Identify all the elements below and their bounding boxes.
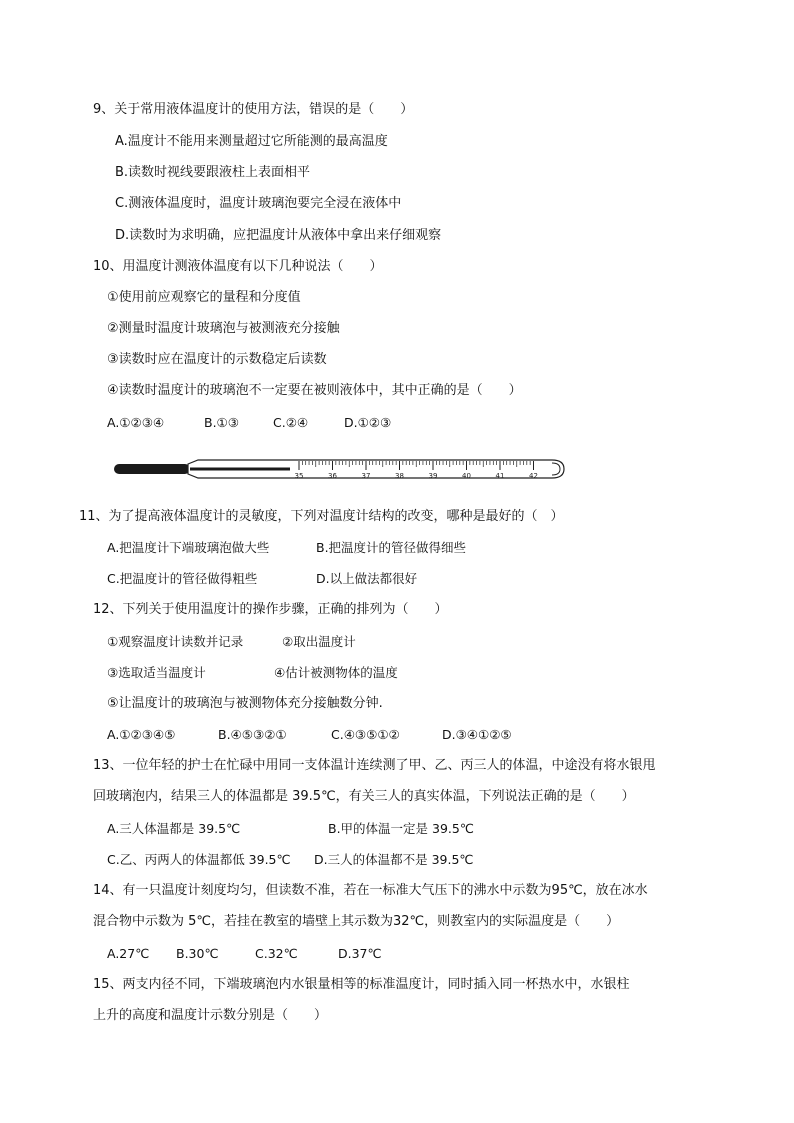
q10-options [107, 415, 507, 431]
q12-step-2: ②取出温度计 [282, 634, 356, 649]
q14-option-b: B.30℃ [176, 946, 219, 961]
q11-option-a: A.把温度计下端玻璃泡做大些 [107, 540, 270, 555]
q9-option-b: B.读数时视线要跟液柱上表面相平 [115, 165, 311, 180]
q9-option-c: C.测液体温度时，温度计玻璃泡要完全浸在液体中 [115, 196, 402, 211]
q12-steps-row1 [107, 634, 507, 650]
q13-option-a: A.三人体温都是 39.5℃ [107, 821, 241, 836]
thermometer-tick-label: 41 [495, 472, 505, 480]
q12-option-c: C.④③⑤①② [331, 727, 400, 742]
q12-option-a: A.①②③④⑤ [107, 727, 176, 742]
thermometer-tick-label: 35 [294, 472, 304, 480]
q11-stem: 11、为了提高液体温度计的灵敏度，下列对温度计结构的改变，哪种是最好的（ ） [79, 509, 564, 524]
q10-statement-1: ①使用前应观察它的量程和分度值 [107, 290, 301, 305]
q10-stem: 10、用温度计测液体温度有以下几种说法（ ） [93, 259, 383, 274]
q14-options [107, 946, 507, 962]
q12-steps-row2 [107, 665, 507, 681]
q12-option-b: B.④⑤③②① [218, 727, 287, 742]
q12-step-1: ①观察温度计读数并记录 [107, 634, 244, 649]
thermometer-figure [114, 455, 568, 483]
q9-option-a: A.温度计不能用来测量超过它所能测的最高温度 [115, 134, 388, 149]
q11-options-row2 [107, 571, 607, 587]
q14-option-a: A.27℃ [107, 946, 150, 961]
q14-option-c: C.32℃ [255, 946, 298, 961]
q13-option-d: D.三人的体温都不是 39.5℃ [314, 852, 474, 867]
q13-options-row2 [107, 852, 607, 868]
thermometer-tick-label: 36 [328, 472, 337, 480]
q9-option-d: D.读数时为求明确，应把温度计从液体中拿出来仔细观察 [115, 228, 442, 243]
thermometer-mercury-column [190, 468, 290, 471]
q12-option-d: D.③④①②⑤ [442, 727, 512, 742]
q13-option-b: B.甲的体温一定是 39.5℃ [328, 821, 474, 836]
q13-option-c: C.乙、丙两人的体温都低 39.5℃ [107, 852, 291, 867]
thermometer-tick-label: 39 [428, 472, 438, 480]
q15-stem-line2: 上升的高度和温度计示数分别是（ ） [93, 1008, 328, 1023]
thermometer-tick-label: 38 [395, 472, 404, 480]
q10-statement-2: ②测量时温度计玻璃泡与被测液充分接触 [107, 321, 340, 336]
q10-option-a: A.①②③④ [107, 415, 165, 430]
q14-stem-line2: 混合物中示数为 5℃，若挂在教室的墙壁上其示数为32℃，则教室内的实际温度是（ ） [93, 914, 620, 929]
q12-stem: 12、下列关于使用温度计的操作步骤，正确的排列为（ ） [93, 602, 448, 617]
q12-options [107, 727, 587, 743]
thermometer-tick-label: 40 [462, 472, 471, 480]
q11-options-row1 [107, 540, 607, 556]
q11-option-b: B.把温度计的管径做得细些 [316, 540, 467, 555]
q13-options-row1 [107, 821, 607, 837]
thermometer-bulb [114, 464, 190, 474]
q11-option-d: D.以上做法都很好 [316, 571, 418, 586]
thermometer-tick-label: 42 [529, 472, 538, 480]
q13-stem-line2: 回玻璃泡内，结果三人的体温都是 39.5℃，有关三人的真实体温，下列说法正确的是（ ） [93, 789, 635, 804]
q12-step-3: ③选取适当温度计 [107, 665, 206, 680]
q15-stem-line1: 15、两支内径不同，下端玻璃泡内水银量相等的标准温度计，同时插入同一杯热水中，水银柱 [93, 977, 630, 992]
q13-stem-line1: 13、一位年轻的护士在忙碌中用同一支体温计连续测了甲、乙、丙三人的体温，中途没有将水银甩 [93, 758, 656, 773]
q12-step-4: ④估计被测物体的温度 [274, 665, 398, 680]
q14-stem-line1: 14、有一只温度计刻度均匀，但读数不准，若在一标准大气压下的沸水中示数为95℃，放在冰水 [93, 883, 648, 898]
q12-step-5: ⑤让温度计的玻璃泡与被测物体充分接触数分钟. [107, 696, 383, 711]
q14-option-d: D.37℃ [338, 946, 382, 961]
q11-option-c: C.把温度计的管径做得粗些 [107, 571, 258, 586]
q10-option-b: B.①③ [204, 415, 239, 430]
thermometer-tick-label: 37 [361, 472, 371, 480]
q10-option-c: C.②④ [273, 415, 309, 430]
q10-statement-3: ③读数时应在温度计的示数稳定后读数 [107, 352, 327, 367]
q10-statement-4: ④读数时温度计的玻璃泡不一定要在被则液体中，其中正确的是（ ） [107, 383, 522, 398]
q9-stem: 9、关于常用液体温度计的使用方法，错误的是（ ） [93, 102, 414, 117]
q10-option-d: D.①②③ [344, 415, 392, 430]
